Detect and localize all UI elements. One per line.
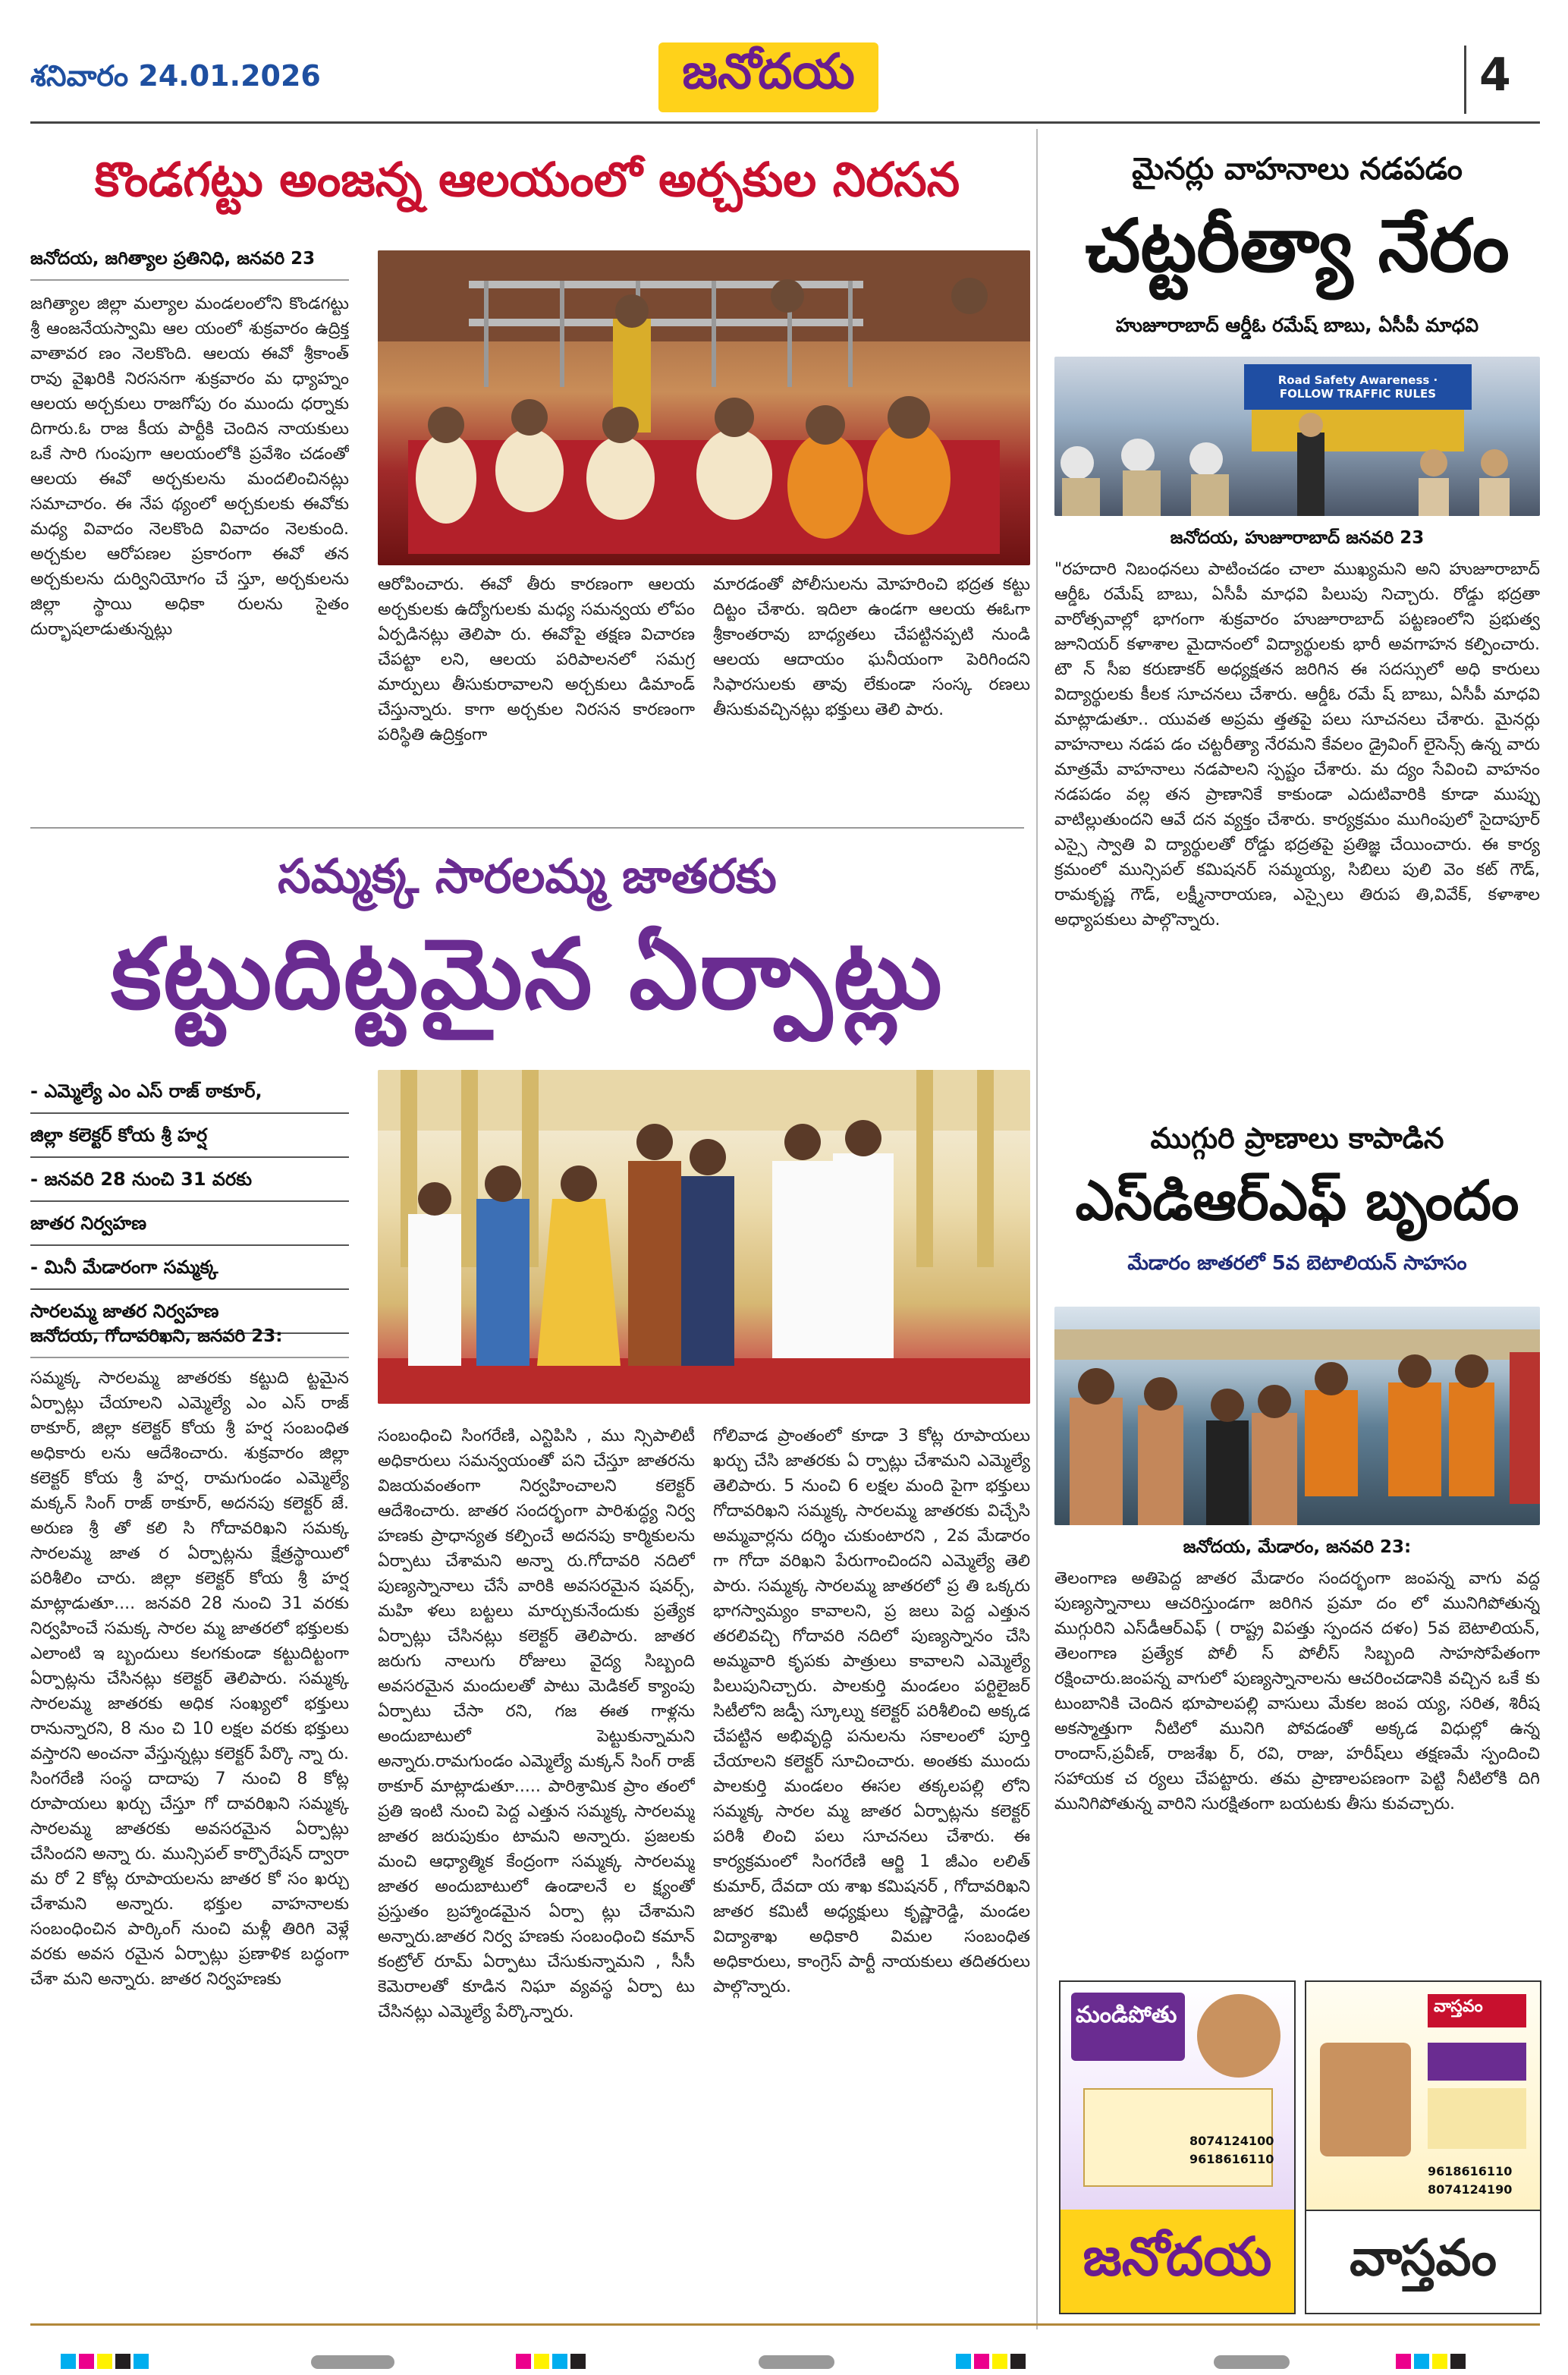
advert-left-phone-2: 9618616110 (1189, 2152, 1274, 2166)
story1-dateline: జనోదయ, జగిత్యాల ప్రతినిధి, జనవరి 23 (30, 249, 316, 269)
color-registration-strip (0, 2345, 1568, 2375)
advert-left-phone-1: 8074124100 (1189, 2134, 1274, 2148)
story2-dateline: జనోదయ, గోదావరిఖని, జనవరి 23: (30, 1326, 283, 1346)
story4-dateline: జనోదయ, మేడారం, జనవరి 23: (1183, 1537, 1412, 1557)
story3-headline: చట్టరీత్యా నేరం (1085, 203, 1510, 288)
registration-mark (1214, 2355, 1290, 2369)
story3-byline: హుజూరాబాద్ ఆర్డీఓ రమేష్ బాబు, ఏసీపీ మాధవి (1115, 314, 1479, 336)
story2-highlights (30, 1070, 349, 1334)
header-rule (30, 121, 1540, 124)
advert-right-phone-2: 8074124190 (1428, 2182, 1513, 2197)
story2-dateline-rule (30, 1357, 349, 1358)
story2-kicker: సమ్మక్క సారలమ్మ జాతరకు (278, 848, 777, 904)
advert-left-brand: జనోదయ (1061, 2210, 1294, 2314)
footer-rule (30, 2323, 1540, 2326)
highlight-line: - ఎమ్మెల్యే ఎం ఎస్ రాజ్ ఠాకూర్, (30, 1070, 349, 1114)
highlight-line: జిల్లా కలెక్టర్ కోయ శ్రీ హర్ష (30, 1114, 349, 1158)
column-divider (1036, 129, 1038, 2329)
sdrf-rescue-illustration (1054, 1307, 1540, 1525)
story2-headline: కట్టుదిట్టమైన ఏర్పాట్లు (111, 918, 944, 1031)
story1-end-rule (30, 827, 1024, 829)
story3-kicker: మైనర్లు వాహనాలు నడపడం (1132, 152, 1463, 187)
registration-mark (759, 2355, 834, 2369)
highlight-line: - జనవరి 28 నుంచి 31 వరకు (30, 1158, 349, 1202)
advert-right-brand: వాస్తవం (1306, 2210, 1540, 2314)
highlight-line: - మినీ మేడారంగా సమ్మక్క (30, 1246, 349, 1290)
story3-dateline: జనోదయ, హుజూరాబాద్ జనవరి 23 (1170, 528, 1425, 548)
priests-protest-illustration (378, 250, 1030, 565)
advert-left-title: మండిపోతు (1076, 2002, 1177, 2028)
story3-photo (1054, 357, 1540, 516)
issue-date: శనివారం 24.01.2026 (30, 59, 321, 93)
story3-text: "రహదారి నిబంధనలు పాటించడం చాలా ముఖ్యమని అని హుజూరాబాద్ ఆర్డీఓ రమేష్ బాబు, ఏసీపీ మాధవి పిలుపు నిచ్చారు. రోడ్డు భద్రతా వారోత్సవాల్లో భాగంగా శుక్రవారం హుజూరాబాద్ పట్టణంలోని ప్రభుత్వ జూనియర్ కళాశాల మైదానంలో విద్యార్థులకు భారీ అవగాహన కల్పించారు. టౌ న్ సీఐ కరుణాకర్ అధ్యక్షతన జరిగిన ఈ సదస్సులో అధి కారులు విద్యార్థులకు కీలక సూచనలు చేశారు. ఆర్డీఓ రమే ష్ బాబు, ఏసీపీ మాధవి మాట్లాడుతూ.. యువత అప్రమ త్తతపై పలు సూచనలు చేశారు. మైనర్లు వాహనాలు నడప డం చట్టరీత్యా నేరమని కేవలం డ్రైవింగ్ లైసెన్స్ ఉన్న వారు మాత్రమే వాహనాలు నడపాలని స్పష్టం చేశారు. మ ద్యం సేవించి వాహనం నడపడం వల్ల తన ప్రాణానికే కాకుండా ఎదుటివారికి కూడా ముప్పు వాటిల్లుతుందని ఆవే దన వ్యక్తం చేశారు. కార్యక్రమం ముగింపులో సైదాపూర్ ఎస్సై స్వాతి వి ద్యార్థులతో రోడ్డు భద్రతపై ప్రతిజ్ఞ చేయించారు. ఈ కార్య క్రమంలో మున్సిపల్ కమిషనర్ సమ్మయ్య, సిబిలు పులి వెం కట్ గౌడ్, రామకృష్ణ గౌడ్, లక్ష్మీనారాయణ, ఎస్సైలు తిరుప తి,వివేక్, కళాశాల అధ్యాపకులు పాల్గొన్నారు. (1054, 560, 1540, 930)
registration-mark (311, 2355, 394, 2369)
story4-byline: మేడారం జాతరలో 5వ బెటాలియన్ సాహసం (1127, 1252, 1467, 1275)
story2-col1: సమ్మక్క సారలమ్మ జాతరకు కట్టుది ట్టమైన ఏర్పాట్లు చేయాలని ఎమ్మెల్యే ఎం ఎస్ రాజ్ ఠాకూర్, జిల్లా కలెక్టర్ కోయ శ్రీ హర్ష సంబంధిత అధికారు లను ఆదేశించారు. శుక్రవారం జిల్లా కలెక్టర్ కోయ శ్రీ హర్ష, రామగుండం ఎమ్మెల్యే మక్కన్ సింగ్ రాజ్ ఠాకూర్, అదనపు కలెక్టర్ జే. అరుణ శ్రీ తో కలి సి గోదావరిఖని సమక్క సారలమ్మ జాత ర ఏర్పాట్లను క్షేత్రస్థాయిలో పరిశీలిం చారు. జిల్లా కలెక్టర్ కోయ శ్రీ హర్ష మాట్లాడుతూ.... జనవరి 28 నుంచి 31 వరకు నిర్వహించే సమక్క సారల మ్మ జాతరలో భక్తులకు ఎలాంటి ఇ బ్బందులు కలగకుండా కట్టుదిట్టంగా ఏర్పాట్లను చేసినట్లు కలెక్టర్ తెలిపారు. సమ్మక్క సారలమ్మ జాతరకు అధిక సంఖ్యలో భక్తులు రానున్నారని, 8 నుం చి 10 లక్షల వరకు భక్తులు వస్తారని అంచనా వేస్తున్నట్లు కలెక్టర్ పేర్కొ న్నా రు. సింగరేణి సంస్థ దాదాపు 7 నుంచి 8 కోట్ల రూపాయలు ఖర్చు చేస్తూ గో దావరిఖని సమ్మక్క సారలమ్మ జాతరకు అవసరమైన ఏర్పాట్లు చేసిందని అన్నా రు. మున్సిపల్ కార్పొరేషన్ ద్వారా మ రో 2 కోట్ల రూపాయలను జాతర కో సం ఖర్చు చేశామని అన్నారు. భక్తుల వాహనాలకు సంబంధించిన పార్కింగ్ నుంచి మళ్లీ తిరిగి వెళ్లే వరకు అవస రమైన ఏర్పాట్లు ప్రణాళిక బద్ధంగా చేశా మని అన్నారు. జాతర నిర్వహణకు (30, 1369, 349, 1989)
story2-col2: సంబంధించి సింగరేణి, ఎన్టిపిసి , ము న్సిపాలిటీ అధికారులు సమన్వయంతో పని చేస్తూ జాతరను విజయవంతంగా నిర్వహించాలని కలెక్టర్ ఆదేశించారు. జాతర సందర్భంగా పారిశుద్ధ్య నిర్వ హణకు ప్రాధాన్యత కల్పించే అదనపు కార్మికులను ఏర్పాటు చేశామని అన్నా రు.గోదావరి నదిలో పుణ్యస్నానాలు చేసే వారికి అవసరమైన షవర్స్, మహి ళలు బట్టలు మార్చుకునేందుకు ప్రత్యేక ఏర్పాట్లు చేసినట్లు కలెక్టర్ తెలిపారు. జాతర జరుగు నాలుగు రోజులు వైద్య సిబ్బంది అవసరమైన మందులతో పాటు మెడికల్ క్యాంపు ఏర్పాటు చేసా రని, గజ ఈత గాళ్లను అందుబాటులో పెట్టుకున్నామని అన్నారు.రామగుండం ఎమ్మెల్యే మక్కన్ సింగ్ రాజ్ ఠాకూర్ మాట్లాడుతూ..... పారిశ్రామిక ప్రాం తంలో ప్రతి ఇంటి నుంచి పెద్ద ఎత్తున సమ్మక్క సారలమ్మ జాతర జరుపుకుం టామని అన్నారు. ప్రజలకు మంచి ఆధ్యాత్మిక కేంద్రంగా సమ్మక్క సారలమ్మ జాతర అందుబాటులో ఉండాలనే ల క్ష్యంతో ప్రస్తుతం బ్రహ్మాండమైన ఏర్పా ట్లు చేశామని అన్నారు.జాతర నిర్వ హణకు సంబంధించి కమాన్ కంట్రోల్ రూమ్ ఏర్పాటు చేసుకున్నామని , సీసీ కెమెరాలతో కూడిన నిఘా వ్యవస్థ ఏర్పా టు చేసినట్లు ఎమ్మెల్యే పేర్కొన్నారు. (378, 1427, 695, 2021)
masthead-logo: జనోదయ (658, 42, 878, 112)
advert-left-panel (1061, 1982, 1294, 2210)
highlight-line: సారలమ్మ జాతర నిర్వహణ (30, 1290, 349, 1334)
advert-right-phone-1: 9618616110 (1428, 2164, 1513, 2178)
story1-dateline-rule (30, 279, 349, 281)
vastavam-advert (1305, 1980, 1541, 2314)
advert-right-panel (1306, 1982, 1540, 2210)
story1-photo (378, 250, 1030, 565)
highlight-line: జాతర నిర్వహణ (30, 1202, 349, 1246)
story2-col3: గోలివాడ ప్రాంతంలో కూడా 3 కోట్ల రూపాయలు ఖర్చు చేసి జాతరకు ఏ ర్పాట్లు చేశామని ఎమ్మెల్యే తెలిపారు. 5 నుంచి 6 లక్షల మంది పైగా భక్తులు గోదావరిఖని సమ్మక్క సారలమ్మ జాతరకు విచ్చేసి అమ్మవార్లను దర్శిం చుకుంటారని , 2వ మేడారం గా గోదా వరిఖని పేరుగాంచిందని ఎమ్మెల్యే తెలి పారు. సమ్మక్క సారలమ్మ జాతరలో ప్ర తి ఒక్కరు భాగస్వామ్యం కావాలని, ప్ర జలు పెద్ద ఎత్తున తరలివచ్చి గోదావరి నదిలో పుణ్యస్నానం చేసి అమ్మవారి కృపకు పాత్రులు కావాలని ఎమ్మెల్యే పిలుపునిచ్చారు. పాలకుర్తి మండలం పర్టిలైజర్ సిటీలోని జడ్పీ స్కూల్ను కలెక్టర్ పరిశీలించి అక్కడ చేపట్టిన అభివృద్ధి పనులను సకాలంలో పూర్తి చేయాలని కలెక్టర్ సూచించారు. అంతకు ముందు పాలకుర్తి మండలం ఈసల తక్కలపల్లి లోని సమ్మక్క సారల మ్మ జాతర ఏర్పాట్లను కలెక్టర్ పరిశీ లించి పలు సూచనలు చేశారు. ఈ కార్యక్రమంలో సింగరేణి ఆర్జి 1 జీఎం లలిత్ కుమార్, దేవదా య శాఖ కమిషనర్ , గోదావరిఖని జాతర కమిటీ అధ్యక్షులు కృష్ణారెడ్డి, మండల విద్యాశాఖ అధికారి విమల సంబంధిత అధికారులు, కాంగ్రెస్ పార్టీ నాయకులు తదితరులు పాల్గొన్నారు. (713, 1427, 1030, 1996)
road-safety-banner: Road Safety Awareness · FOLLOW TRAFFIC RULES (1277, 373, 1438, 401)
story1-headline: కొండగట్టు అంజన్న ఆలయంలో అర్చకుల నిరసన (94, 152, 960, 207)
officials-inspection-illustration (378, 1070, 1030, 1404)
registration-swatch-group (1396, 2354, 1469, 2372)
story4-photo (1054, 1307, 1540, 1525)
story1-col3: మారడంతో పోలీసులను మోహరించి భద్రత కట్టు దిట్టం చేశారు. ఇదిలా ఉండగా ఆలయ ఈఓగా శ్రీకాంతరావు బాధ్యతలు చేపట్టినప్పటి నుండి ఆలయ ఆదాయం ఘనీయంగా పెరిగిందని సిఫారసులకు తావు లేకుండా సంస్క రణలు తీసుకువచ్చినట్లు భక్తులు తెలి పారు. (713, 575, 1030, 719)
registration-swatch-group (61, 2354, 152, 2372)
story4-kicker: ముగ్గురి ప్రాణాలు కాపాడిన (1150, 1121, 1444, 1155)
registration-swatch-group (516, 2354, 589, 2372)
story2-photo (378, 1070, 1030, 1404)
janodaya-advert (1059, 1980, 1296, 2314)
story1-col1: జగిత్యాల జిల్లా మల్యాల మండలంలోని కొండగట్టు శ్రీ ఆంజనేయస్వామి ఆల యంలో శుక్రవారం ఉద్రిక్త వాతావర ణం నెలకొంది. ఆలయ ఈవో శ్రీకాంత్ రావు వైఖరికి నిరసనగా శుక్రవారం మ ధ్యాహ్నం ఆలయ అర్చకులు రాజగోపు రం ముందు ధర్నాకు దిగారు.ఓ రాజ కీయ పార్టీకి చెందిన నాయకులు ఒకే సారి గుంపుగా ఆలయంలోకి ప్రవేశిం చడంతో ఆలయ ఈవో అర్చకులను మందలించినట్లు సమాచారం. ఈ నేప థ్యంలో అర్చకులకు ఈవోకు మధ్య వివాదం నెలకొంది వివాదం నెలకుంది. అర్చకుల ఆరోపణల ప్రకారంగా ఈవో తన అర్చకులను దుర్వినియోగం చే స్తూ, అర్చకులను జిల్లా స్థాయి అధికా రులను సైతం దుర్భాషలాడుతున్నట్లు (30, 294, 349, 639)
story4-headline: ఎస్‌డిఆర్ఎఫ్ బృందం (1075, 1169, 1519, 1232)
page-number: 4 (1479, 49, 1511, 102)
story4-text: తెలంగాణ అతిపెద్ద జాతర మేడారం సందర్భంగా జంపన్న వాగు వద్ద పుణ్యస్నానాలు ఆచరిస్తుండగా జరిగిన ప్రమా దం లో మునిగిపోతున్న ముగ్గురిని ఎస్‌డీఆర్ఎఫ్ ( రాష్ట్ర విపత్తు స్పందన దళం) 5వ బెటాలియన్, తెలంగాణ ప్రత్యేక పోలీ స్ పోలీస్ సిబ్బంది సాహసోపేతంగా రక్షించారు.జంపన్న వాగులో పుణ్యస్నానాలను ఆచరించడానికి వచ్చిన ఒకే కు టుంబానికి చెందిన భూపాలపల్లి వాసులు మేకల జంప య్య, సరిత, శిరీష అకస్మాత్తుగా నీటిలో మునిగి పోవడంతో అక్కడ విధుల్లో ఉన్న రాందాస్,ప్రవీణ్, రాజశేఖ ర్, రవి, రాజు, హరీష్‌లు తక్షణమే స్పందించి సహాయక చ ర్యలు చేపట్టారు. తమ ప్రాణాలపణంగా పెట్టి నీటిలోకి దిగి మునిగిపోతున్న వారిని సురక్షితంగా బయటకు తీసు కువచ్చారు. (1054, 1569, 1540, 1813)
advert-right-title: వాస్తవం (1434, 1997, 1483, 2016)
registration-swatch-group (956, 2354, 1029, 2372)
header-divider (1464, 46, 1466, 114)
story1-col2: ఆరోపించారు. ఈవో తీరు కారణంగా ఆలయ అర్చకులకు ఉద్యోగులకు మధ్య సమన్వయ లోపం ఏర్పడినట్లు తెలిపా రు. ఈవోపై తక్షణ విచారణ చేపట్టా లని, ఆలయ పరిపాలనలో సమగ్ర మార్పులు తీసుకురావాలని అర్చకులు డిమాండ్ చేస్తున్నారు. కాగా అర్చకుల నిరసన కారణంగా పరిస్థితి ఉద్రిక్తంగా (378, 575, 695, 744)
